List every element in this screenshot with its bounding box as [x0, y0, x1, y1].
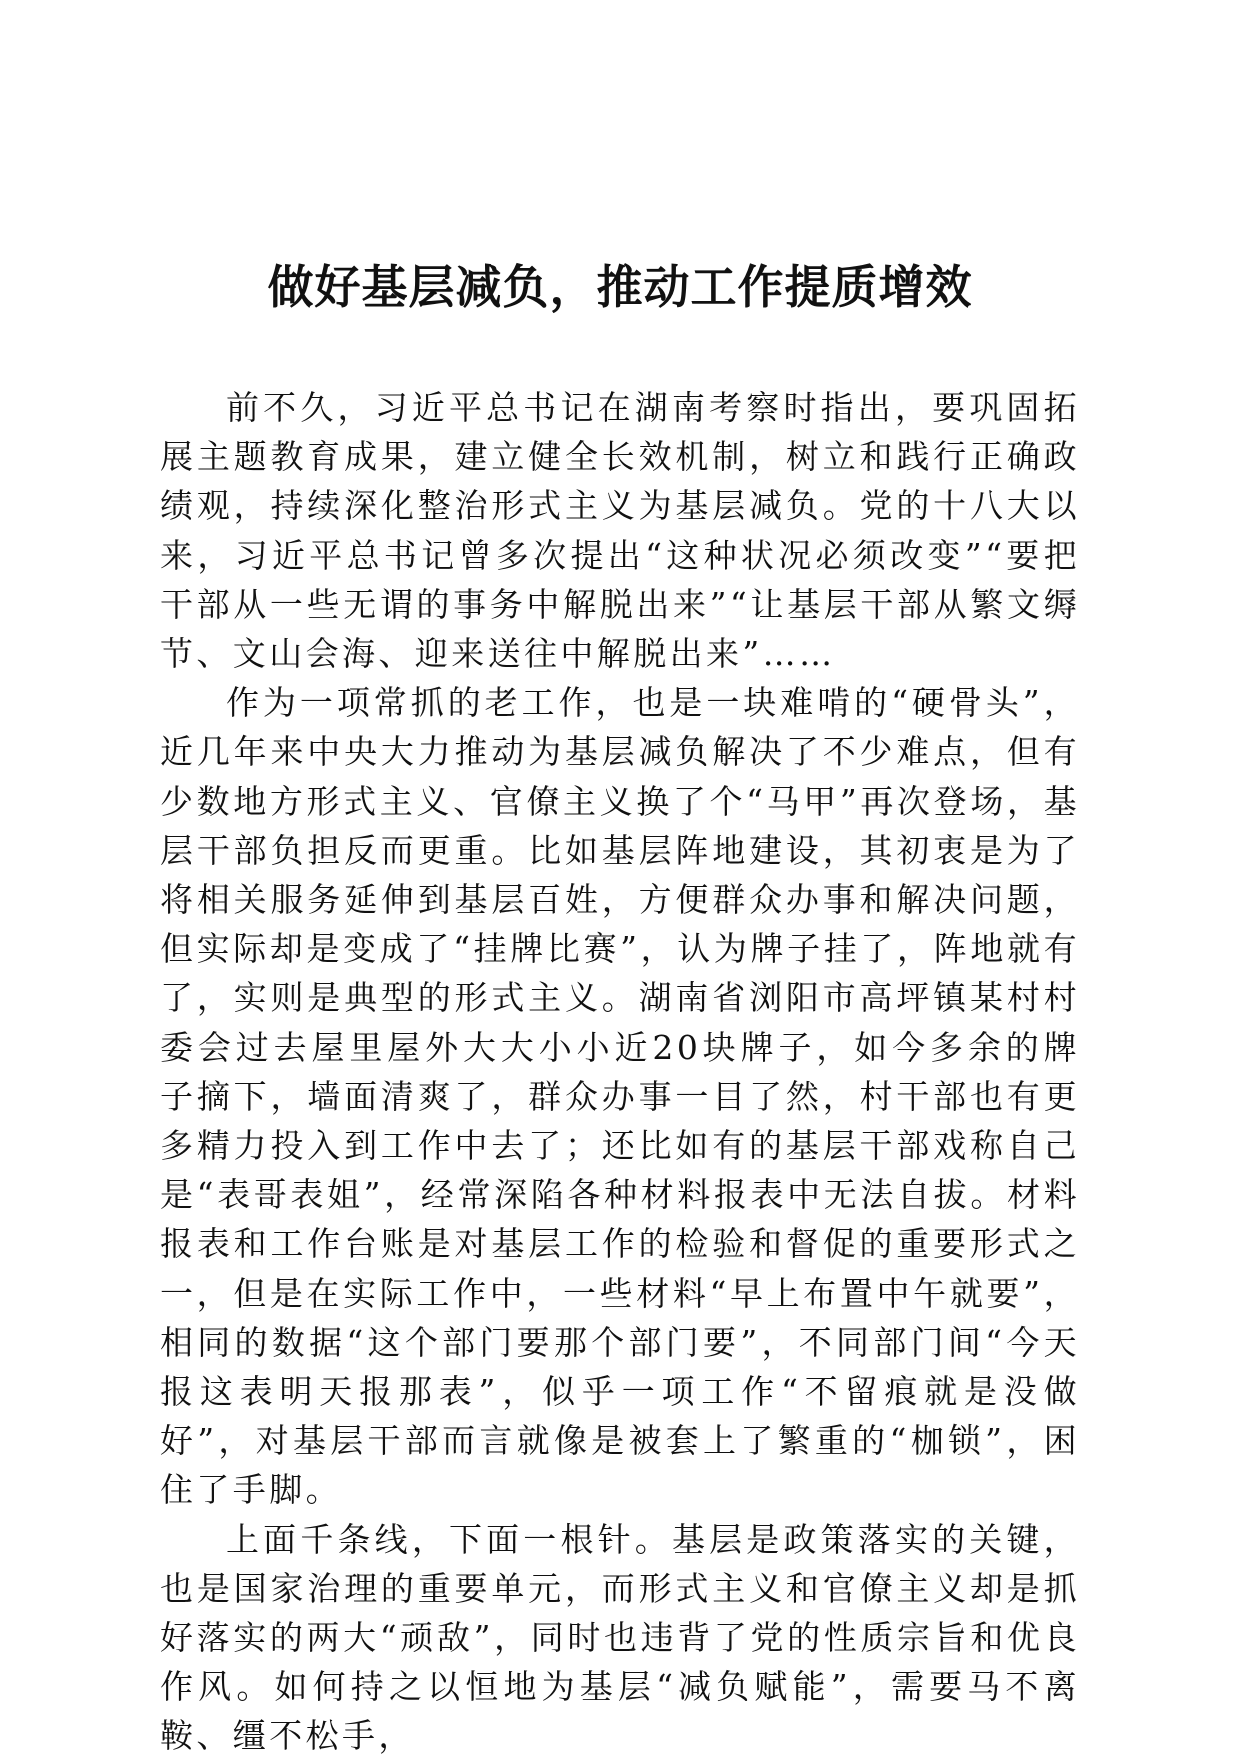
paragraph-3: 上面千条线，下面一根针。基层是政策落实的关键，也是国家治理的重要单元，而形式主义和官僚主义却是抓好落实的两大“顽敌”，同时也违背了党的性质宗旨和优良作风。如何持之以恒地为基层“减负赋能”，需要马不离鞍、缰不松手，: [160, 1519, 1080, 1756]
document-body: [160, 383, 1080, 1761]
document-title: 做好基层减负，推动工作提质增效: [267, 260, 973, 314]
paragraph-1: 前不久，习近平总书记在湖南考察时指出，要巩固拓展主题教育成果，建立健全长效机制，树立和践行正确政绩观，持续深化整治形式主义为基层减负。党的十八大以来，习近平总书记曾多次提出“这种状况必须改变”“要把干部从一些无谓的事务中解脱出来”“让基层干部从繁文缛节、文山会海、迎来送往中解脱出来”……: [160, 388, 1080, 674]
paragraph-2: 作为一项常抓的老工作，也是一块难啃的“硬骨头”，近几年来中央大力推动为基层减负解决了不少难点，但有少数地方形式主义、官僚主义换了个“马甲”再次登场，基层干部负担反而更重。比如基层阵地建设，其初衷是为了将相关服务延伸到基层百姓，方便群众办事和解决问题，但实际却是变成了“挂牌比赛”，认为牌子挂了，阵地就有了，实则是典型的形式主义。湖南省浏阳市高坪镇某村村委会过去屋里屋外大大小小近20块牌子，如今多余的牌子摘下，墙面清爽了，群众办事一目了然，村干部也有更多精力投入到工作中去了；还比如有的基层干部戏称自己是“表哥表姐”，经常深陷各种材料报表中无法自拔。材料报表和工作台账是对基层工作的检验和督促的重要形式之一，但是在实际工作中，一些材料“早上布置中午就要”，相同的数据“这个部门要那个部门要”，不同部门间“今天报这表明天报那表”，似乎一项工作“不留痕就是没做好”，对基层干部而言就像是被套上了繁重的“枷锁”，困住了手脚。: [160, 683, 1080, 1510]
